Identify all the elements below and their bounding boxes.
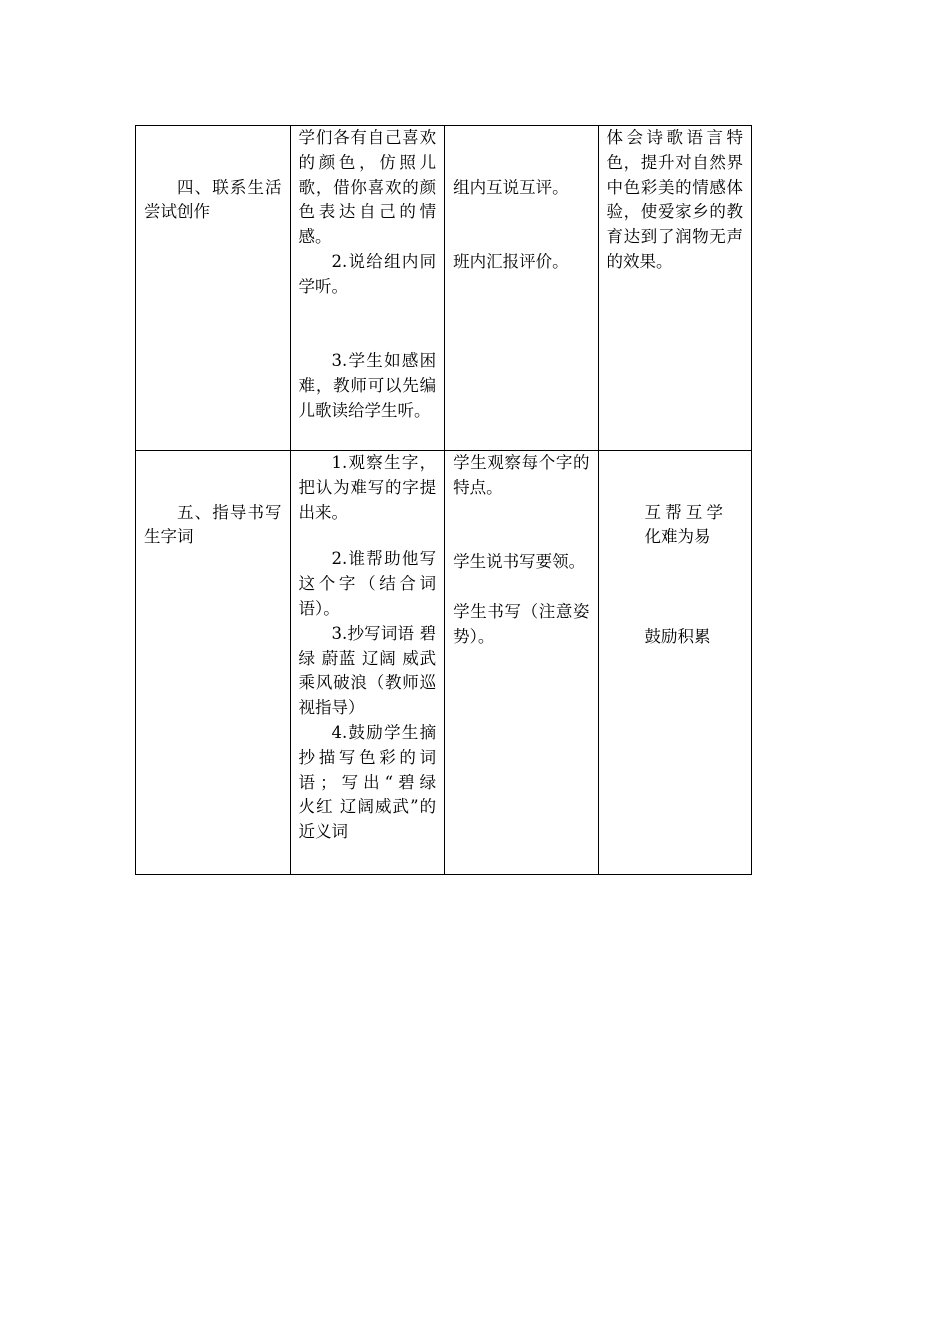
teacher-item: 学们各有自己喜欢的颜色，仿照儿歌，借你喜欢的颜色表达自己的情感。 — [298, 128, 437, 247]
intent-item: 体会诗歌语言特色，提升对自然界中色彩美的情感体验，使爱家乡的教育达到了润物无声的效果。 — [606, 128, 743, 271]
step-label: 四、联系生活尝试创作 — [144, 177, 282, 222]
teacher-activity-cell — [290, 126, 445, 451]
lesson-plan-table — [135, 125, 752, 875]
teacher-item: 1.观察生字，把认为难写的字提出来。 — [298, 453, 437, 522]
design-intent-cell — [598, 126, 751, 451]
intent-item: 鼓励积累 — [644, 626, 711, 646]
student-item: 班内汇报评价。 — [453, 251, 569, 271]
student-item: 学生说书写要领。 — [453, 552, 586, 572]
student-item: 组内互说互评。 — [453, 177, 569, 197]
step-cell — [136, 451, 291, 875]
student-activity-cell — [445, 451, 598, 875]
table-row — [136, 126, 752, 451]
teacher-activity-cell — [290, 451, 453, 875]
intent-item: 互帮互学化难为易 — [644, 502, 723, 547]
step-cell — [136, 126, 291, 451]
student-item: 学生观察每个字的特点。 — [453, 453, 590, 497]
teacher-item: 3.抄写词语 碧绿 蔚蓝 辽阔 威武 乘风破浪（教师巡视指导） — [298, 623, 437, 718]
step-label: 五、指导书写生字词 — [144, 502, 282, 547]
student-activity-cell — [445, 126, 598, 451]
design-intent-cell — [598, 451, 751, 875]
table-row — [136, 451, 752, 875]
teacher-item: 4.鼓励学生摘抄描写色彩的词语；写出“碧绿 火红 辽阔威武”的近义词 — [298, 722, 453, 842]
teacher-item: 3.学生如感困难，教师可以先编儿歌读给学生听。 — [298, 351, 437, 420]
student-item: 学生书写（注意姿势）。 — [453, 601, 590, 646]
teacher-item: 2.说给组内同学听。 — [298, 251, 437, 296]
teacher-item: 2.谁帮助他写这个字（结合词语）。 — [298, 549, 437, 618]
